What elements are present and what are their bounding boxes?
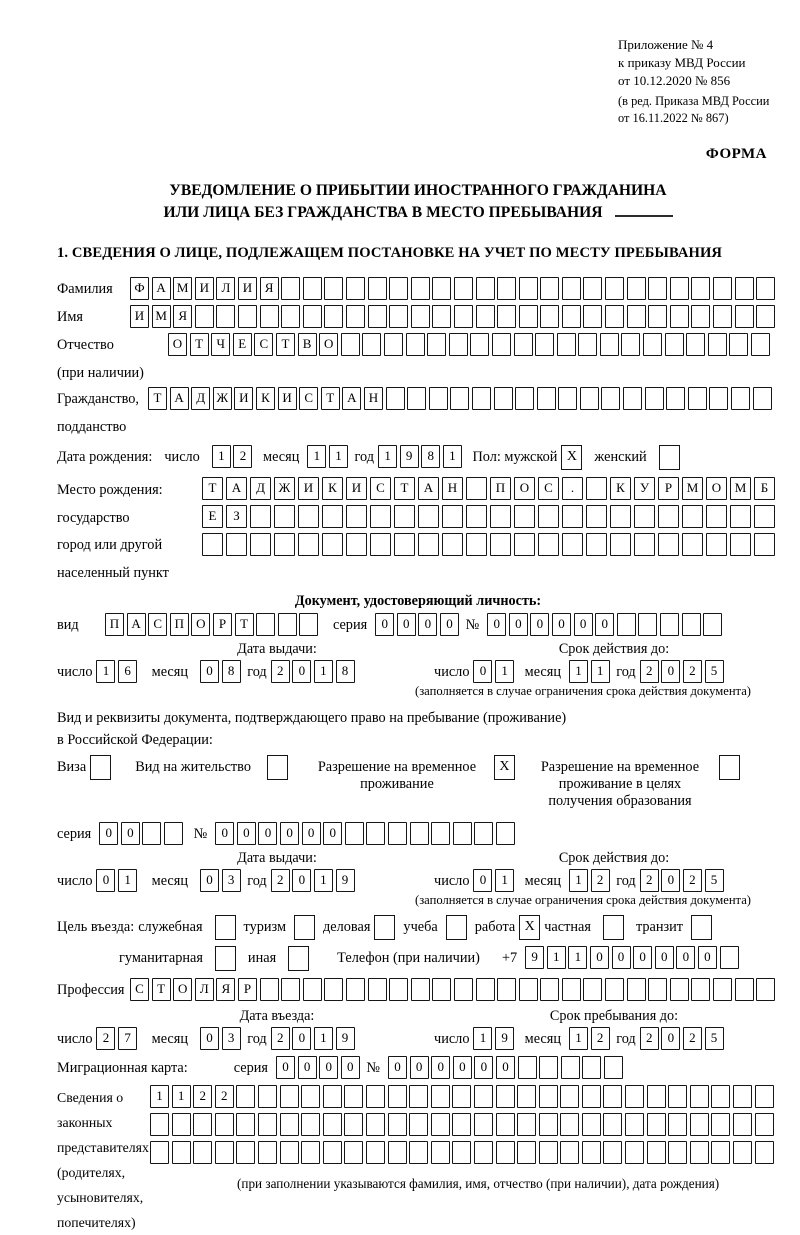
- temp-residence-checkbox: X: [494, 755, 515, 780]
- annex-line: от 10.12.2020 № 856: [618, 73, 731, 88]
- entry-stay-dates: [57, 1008, 779, 1050]
- residence-doc-options: [57, 755, 779, 810]
- given-name-cells: И М Я: [130, 305, 778, 328]
- purpose-humanitarian-label: гуманитарная: [119, 950, 203, 966]
- identity-doc-heading: Документ, удостоверяющий личность:: [294, 593, 542, 609]
- residence-permit-label: Вид на жительство: [135, 759, 251, 775]
- day-label: число: [57, 873, 93, 889]
- patronymic-label: Отчество (при наличии): [57, 333, 168, 382]
- forma-label: ФОРМА: [705, 146, 767, 162]
- valid-year-cells: 2 0 2 5: [640, 660, 726, 683]
- purpose-tourism-label: туризм: [243, 919, 287, 935]
- birth-date-row: [57, 445, 779, 470]
- r-issue-day-cells: 0 1: [96, 869, 139, 892]
- purpose-business-checkbox: [374, 915, 395, 940]
- purpose-private-checkbox: [603, 915, 624, 940]
- profession-row: [57, 978, 779, 1001]
- residence-series-cells: 0 0: [99, 822, 185, 845]
- month-label: месяц: [151, 1031, 188, 1047]
- form-title-line1: УВЕДОМЛЕНИЕ О ПРИБЫТИИ ИНОСТРАННОГО ГРАЖДАНИНА: [169, 182, 667, 199]
- r-valid-day-cells: 0 1: [473, 869, 516, 892]
- birth-place-row1: Т А Д Ж И К И С Т А Н П О С . К У Р М О М Б: [202, 477, 778, 500]
- annex-line: к приказу МВД России: [618, 55, 746, 70]
- sex-female-label: женский: [594, 449, 647, 465]
- month-label: месяц: [524, 1031, 561, 1047]
- visa-label: Виза: [57, 759, 87, 775]
- issue-year-cells: 2 0 1 8: [271, 660, 357, 683]
- day-label: число: [434, 1031, 470, 1047]
- annex-line: Приложение № 4: [618, 37, 714, 52]
- surname-label: Фамилия: [57, 281, 113, 297]
- citizenship-row: [57, 387, 779, 436]
- patronymic-row: [57, 333, 779, 382]
- restriction-note: (заполняется в случае ограничения срока действия документа): [415, 893, 751, 907]
- temp-residence-edu-label: Разрешение на временное проживание в целях получения образования: [540, 759, 700, 809]
- temp-residence-edu-checkbox: [719, 755, 740, 780]
- valid-month-cells: 1 1: [569, 660, 612, 683]
- citizenship-label: Гражданство, подданство: [57, 391, 139, 435]
- purpose-official-checkbox: [215, 915, 236, 940]
- month-label: месяц: [524, 873, 561, 889]
- stay-until-heading: Срок пребывания до:: [549, 1008, 679, 1024]
- issue-date-heading: Дата выдачи:: [237, 850, 317, 866]
- sex-male-checkbox: X: [561, 445, 582, 470]
- blank-underline: [615, 202, 673, 217]
- visa-checkbox: [90, 755, 111, 780]
- birth-year-cells: 1 9 8 1: [378, 445, 464, 468]
- purpose-official-label: служебная: [138, 919, 203, 935]
- series-label: серия: [57, 826, 92, 842]
- purpose-transit-checkbox: [691, 915, 712, 940]
- sex-male-label: Пол: мужской: [472, 449, 558, 465]
- entry-month-cells: 0 3: [200, 1027, 243, 1050]
- purpose-study-label: учеба: [403, 919, 438, 935]
- year-label: год: [616, 664, 636, 680]
- purpose-humanitarian-checkbox: [215, 946, 236, 971]
- birth-place-row3: [202, 533, 778, 556]
- birth-place-block: [57, 477, 779, 587]
- given-name-row: [57, 305, 779, 328]
- residence-doc-dates: [57, 850, 779, 908]
- residence-number-cells: 0 0 0 0 0 0: [215, 822, 517, 845]
- stay-month-cells: 1 2: [569, 1027, 612, 1050]
- phone-label: Телефон (при наличии): [337, 950, 480, 966]
- sex-female-checkbox: [659, 445, 680, 470]
- amendment-line: (в ред. Приказа МВД России: [618, 94, 770, 108]
- profession-label: Профессия: [57, 982, 125, 998]
- valid-until-heading: Срок действия до:: [558, 641, 670, 657]
- temp-residence-label: Разрешение на временное проживание: [317, 759, 477, 792]
- r-valid-year-cells: 2 0 2 5: [640, 869, 726, 892]
- year-label: год: [247, 873, 267, 889]
- number-label: №: [366, 1060, 381, 1076]
- migration-series-cells: 0 0 0 0: [276, 1056, 362, 1079]
- number-label: №: [193, 826, 208, 842]
- phone-prefix: +7: [501, 950, 518, 966]
- month-label: месяц: [151, 873, 188, 889]
- doc-kind-cells: П А С П О Р Т: [105, 613, 321, 636]
- birth-day-cells: 1 2: [212, 445, 255, 468]
- representatives-row3: [150, 1141, 776, 1164]
- year-label: год: [616, 1031, 636, 1047]
- purpose-other-checkbox: [288, 946, 309, 971]
- section1-heading: 1. СВЕДЕНИЯ О ЛИЦЕ, ПОДЛЕЖАЩЕМ ПОСТАНОВКЕ НА УЧЕТ ПО МЕСТУ ПРЕБЫВАНИЯ: [57, 245, 723, 261]
- form-title-line2: ИЛИ ЛИЦА БЕЗ ГРАЖДАНСТВА В МЕСТО ПРЕБЫВАНИЯ: [57, 202, 779, 224]
- identity-doc-dates: [57, 641, 779, 699]
- number-label: №: [465, 617, 480, 633]
- doc-series-cells: 0 0 0 0: [375, 613, 461, 636]
- visit-purpose-row2: [57, 946, 779, 971]
- r-valid-month-cells: 1 2: [569, 869, 612, 892]
- patronymic-cells: О Т Ч Е С Т В О: [168, 333, 773, 356]
- entry-year-cells: 2 0 1 9: [271, 1027, 357, 1050]
- issue-day-cells: 1 6: [96, 660, 139, 683]
- day-label: число: [164, 449, 200, 465]
- surname-cells: Ф А М И Л И Я: [130, 277, 778, 300]
- migration-number-cells: 0 0 0 0 0 0: [388, 1056, 626, 1079]
- purpose-study-checkbox: [446, 915, 467, 940]
- visit-purpose-row1: [57, 915, 779, 940]
- doc-number-cells: 0 0 0 0 0 0: [487, 613, 725, 636]
- representatives-caption: (при заполнении указываются фамилия, имя, отчество (при наличии), дата рождения): [237, 1176, 720, 1191]
- purpose-transit-label: транзит: [635, 919, 684, 935]
- r-issue-month-cells: 0 3: [200, 869, 243, 892]
- entry-day-cells: 2 7: [96, 1027, 139, 1050]
- purpose-label: Цель въезда:: [57, 919, 135, 935]
- day-label: число: [57, 1031, 93, 1047]
- purpose-private-label: частная: [544, 919, 591, 935]
- purpose-other-label: иная: [247, 950, 277, 966]
- purpose-business-label: деловая: [323, 919, 371, 935]
- valid-day-cells: 0 1: [473, 660, 516, 683]
- stay-day-cells: 1 9: [473, 1027, 516, 1050]
- amendment-line: от 16.11.2022 № 867): [618, 111, 729, 125]
- migration-card-label: Миграционная карта:: [57, 1060, 188, 1076]
- purpose-work-checkbox: X: [519, 915, 540, 940]
- valid-until-heading: Срок действия до:: [558, 850, 670, 866]
- month-label: месяц: [524, 664, 561, 680]
- identity-doc-row: [57, 613, 779, 636]
- residence-doc-intro: Вид и реквизиты документа, подтверждающего право на пребывание (проживание) в Российской Федерации:: [57, 710, 567, 748]
- series-label: серия: [332, 617, 368, 633]
- phone-cells: 9 1 1 0 0 0 0 0 0: [525, 946, 741, 969]
- residence-doc-series-row: [57, 822, 779, 845]
- migration-card-row: [57, 1056, 779, 1079]
- entry-date-heading: Дата въезда:: [239, 1008, 315, 1024]
- r-issue-year-cells: 2 0 1 9: [271, 869, 357, 892]
- restriction-note: (заполняется в случае ограничения срока действия документа): [415, 684, 751, 698]
- birth-place-labels: Место рождения: государство город или другой населенный пункт: [57, 482, 169, 581]
- stay-year-cells: 2 0 2 5: [640, 1027, 726, 1050]
- profession-cells: С Т О Л Я Р: [130, 978, 778, 1001]
- surname-row: [57, 277, 779, 300]
- year-label: год: [616, 873, 636, 889]
- issue-date-heading: Дата выдачи:: [237, 641, 317, 657]
- representatives-row2: [150, 1113, 776, 1136]
- year-label: год: [247, 1031, 267, 1047]
- day-label: число: [434, 664, 470, 680]
- month-label: месяц: [151, 664, 188, 680]
- representatives-label: Сведения о законных представителях (родителях, усыновителях, попечителях): [57, 1090, 149, 1230]
- representatives-block: [57, 1085, 779, 1235]
- residence-permit-checkbox: [267, 755, 288, 780]
- year-label: год: [354, 449, 375, 465]
- month-label: месяц: [263, 449, 300, 465]
- day-label: число: [57, 664, 93, 680]
- representatives-row1: 1 1 2 2: [150, 1085, 776, 1108]
- purpose-work-label: работа: [474, 919, 516, 935]
- year-label: год: [247, 664, 267, 680]
- birth-date-label: Дата рождения:: [57, 449, 153, 465]
- citizenship-cells: Т А Д Ж И К И С Т А Н: [148, 387, 774, 410]
- purpose-tourism-checkbox: [294, 915, 315, 940]
- annex-reference: [618, 36, 769, 127]
- issue-month-cells: 0 8: [200, 660, 243, 683]
- day-label: число: [434, 873, 470, 889]
- patronymic-note: (при наличии): [57, 365, 144, 381]
- birth-month-cells: 1 1: [307, 445, 350, 468]
- given-name-label: Имя: [57, 309, 83, 325]
- birth-place-row2: Е З: [202, 505, 778, 528]
- series-label: серия: [233, 1060, 268, 1076]
- doc-kind-label: вид: [57, 617, 79, 633]
- form-title: [57, 180, 779, 224]
